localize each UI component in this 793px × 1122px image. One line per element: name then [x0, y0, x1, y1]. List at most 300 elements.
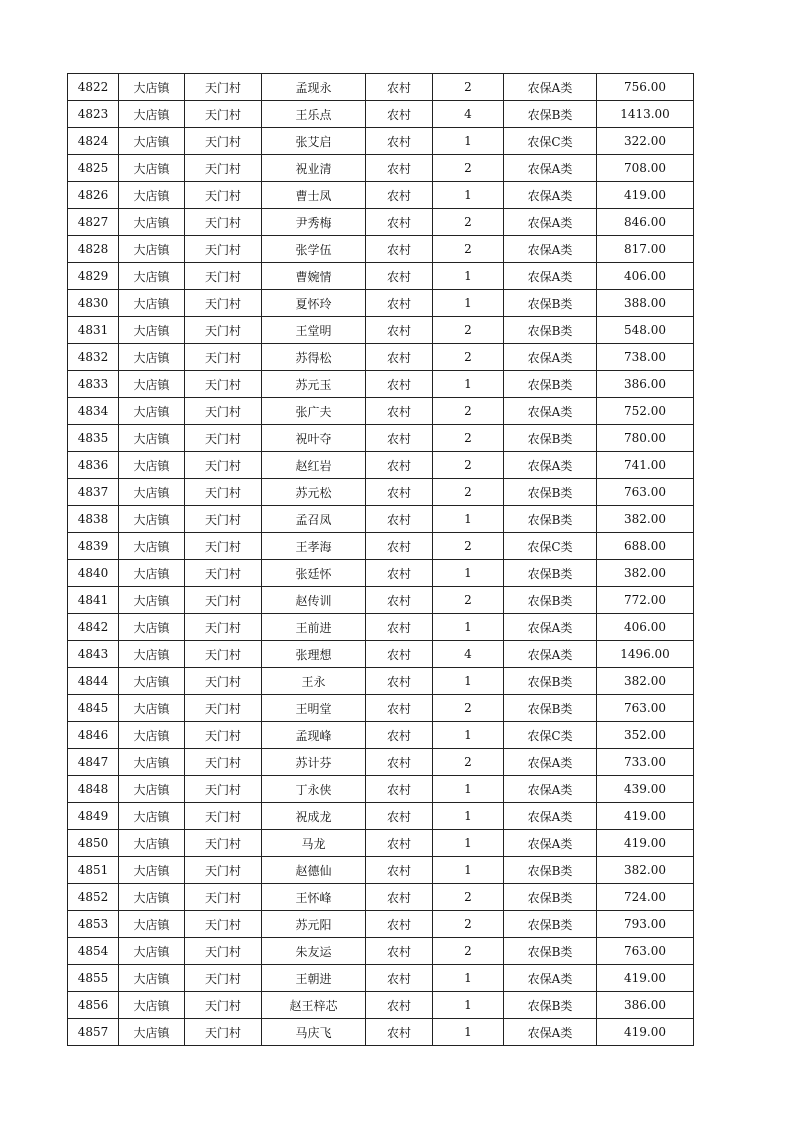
- household-type-cell: 农村: [366, 182, 433, 209]
- village-cell: 天门村: [185, 182, 262, 209]
- village-cell: 天门村: [185, 101, 262, 128]
- table-row: [68, 128, 694, 155]
- town-cell: 大店镇: [119, 1019, 185, 1046]
- serial-number-cell: 4824: [68, 128, 119, 155]
- name-cell: 苏得松: [262, 344, 366, 371]
- village-cell: 天门村: [185, 938, 262, 965]
- member-count-cell: 1: [433, 803, 504, 830]
- member-count-cell: 1: [433, 830, 504, 857]
- amount-cell: 419.00: [597, 1019, 694, 1046]
- serial-number-cell: 4839: [68, 533, 119, 560]
- serial-number-cell: 4849: [68, 803, 119, 830]
- town-cell: 大店镇: [119, 776, 185, 803]
- town-cell: 大店镇: [119, 344, 185, 371]
- amount-cell: 548.00: [597, 317, 694, 344]
- table-body: [68, 74, 694, 1046]
- household-type-cell: 农村: [366, 425, 433, 452]
- insurance-category-cell: 农保A类: [504, 614, 597, 641]
- table-row: [68, 317, 694, 344]
- name-cell: 王堂明: [262, 317, 366, 344]
- serial-number-cell: 4841: [68, 587, 119, 614]
- town-cell: 大店镇: [119, 182, 185, 209]
- amount-cell: 382.00: [597, 560, 694, 587]
- amount-cell: 724.00: [597, 884, 694, 911]
- table-row: [68, 344, 694, 371]
- table-row: [68, 776, 694, 803]
- household-type-cell: 农村: [366, 101, 433, 128]
- name-cell: 张廷怀: [262, 560, 366, 587]
- name-cell: 马龙: [262, 830, 366, 857]
- insurance-category-cell: 农保B类: [504, 101, 597, 128]
- serial-number-cell: 4827: [68, 209, 119, 236]
- amount-cell: 817.00: [597, 236, 694, 263]
- table-row: [68, 101, 694, 128]
- member-count-cell: 2: [433, 533, 504, 560]
- name-cell: 孟现永: [262, 74, 366, 101]
- village-cell: 天门村: [185, 128, 262, 155]
- town-cell: 大店镇: [119, 911, 185, 938]
- household-type-cell: 农村: [366, 209, 433, 236]
- insurance-category-cell: 农保B类: [504, 425, 597, 452]
- town-cell: 大店镇: [119, 263, 185, 290]
- name-cell: 张艾启: [262, 128, 366, 155]
- village-cell: 天门村: [185, 263, 262, 290]
- household-type-cell: 农村: [366, 695, 433, 722]
- serial-number-cell: 4842: [68, 614, 119, 641]
- household-type-cell: 农村: [366, 317, 433, 344]
- member-count-cell: 2: [433, 749, 504, 776]
- village-cell: 天门村: [185, 317, 262, 344]
- town-cell: 大店镇: [119, 155, 185, 182]
- household-type-cell: 农村: [366, 452, 433, 479]
- serial-number-cell: 4830: [68, 290, 119, 317]
- member-count-cell: 1: [433, 560, 504, 587]
- table-row: [68, 182, 694, 209]
- amount-cell: 406.00: [597, 263, 694, 290]
- amount-cell: 780.00: [597, 425, 694, 452]
- table-row: [68, 371, 694, 398]
- name-cell: 朱友运: [262, 938, 366, 965]
- member-count-cell: 1: [433, 857, 504, 884]
- table-row: [68, 155, 694, 182]
- household-type-cell: 农村: [366, 965, 433, 992]
- table-row: [68, 74, 694, 101]
- member-count-cell: 2: [433, 938, 504, 965]
- insurance-category-cell: 农保A类: [504, 965, 597, 992]
- town-cell: 大店镇: [119, 641, 185, 668]
- insurance-category-cell: 农保B类: [504, 317, 597, 344]
- village-cell: 天门村: [185, 911, 262, 938]
- village-cell: 天门村: [185, 803, 262, 830]
- name-cell: 祝叶夺: [262, 425, 366, 452]
- insurance-category-cell: 农保B类: [504, 668, 597, 695]
- name-cell: 曹士凤: [262, 182, 366, 209]
- amount-cell: 322.00: [597, 128, 694, 155]
- amount-cell: 382.00: [597, 506, 694, 533]
- village-cell: 天门村: [185, 695, 262, 722]
- name-cell: 苏元玉: [262, 371, 366, 398]
- town-cell: 大店镇: [119, 371, 185, 398]
- household-type-cell: 农村: [366, 668, 433, 695]
- table-row: [68, 830, 694, 857]
- village-cell: 天门村: [185, 749, 262, 776]
- town-cell: 大店镇: [119, 209, 185, 236]
- household-type-cell: 农村: [366, 938, 433, 965]
- table-row: [68, 938, 694, 965]
- insurance-category-cell: 农保A类: [504, 155, 597, 182]
- amount-cell: 772.00: [597, 587, 694, 614]
- town-cell: 大店镇: [119, 965, 185, 992]
- village-cell: 天门村: [185, 722, 262, 749]
- table-row: [68, 452, 694, 479]
- name-cell: 曹婉情: [262, 263, 366, 290]
- amount-cell: 752.00: [597, 398, 694, 425]
- village-cell: 天门村: [185, 560, 262, 587]
- insurance-category-cell: 农保A类: [504, 803, 597, 830]
- insurance-category-cell: 农保B类: [504, 911, 597, 938]
- insurance-category-cell: 农保B类: [504, 479, 597, 506]
- member-count-cell: 1: [433, 506, 504, 533]
- town-cell: 大店镇: [119, 74, 185, 101]
- village-cell: 天门村: [185, 884, 262, 911]
- amount-cell: 388.00: [597, 290, 694, 317]
- records-table-container: [67, 73, 694, 1046]
- name-cell: 孟召凤: [262, 506, 366, 533]
- name-cell: 赵红岩: [262, 452, 366, 479]
- name-cell: 张学伍: [262, 236, 366, 263]
- table-row: [68, 965, 694, 992]
- name-cell: 苏计芬: [262, 749, 366, 776]
- name-cell: 苏元阳: [262, 911, 366, 938]
- table-row: [68, 209, 694, 236]
- serial-number-cell: 4828: [68, 236, 119, 263]
- member-count-cell: 2: [433, 209, 504, 236]
- town-cell: 大店镇: [119, 992, 185, 1019]
- amount-cell: 382.00: [597, 668, 694, 695]
- insurance-category-cell: 农保A类: [504, 776, 597, 803]
- name-cell: 祝成龙: [262, 803, 366, 830]
- insurance-category-cell: 农保B类: [504, 587, 597, 614]
- household-type-cell: 农村: [366, 344, 433, 371]
- household-type-cell: 农村: [366, 587, 433, 614]
- insurance-category-cell: 农保A类: [504, 1019, 597, 1046]
- name-cell: 张理想: [262, 641, 366, 668]
- household-type-cell: 农村: [366, 479, 433, 506]
- insurance-category-cell: 农保A类: [504, 641, 597, 668]
- member-count-cell: 2: [433, 155, 504, 182]
- member-count-cell: 2: [433, 911, 504, 938]
- member-count-cell: 4: [433, 101, 504, 128]
- household-type-cell: 农村: [366, 884, 433, 911]
- amount-cell: 1413.00: [597, 101, 694, 128]
- amount-cell: 419.00: [597, 803, 694, 830]
- town-cell: 大店镇: [119, 884, 185, 911]
- town-cell: 大店镇: [119, 938, 185, 965]
- amount-cell: 738.00: [597, 344, 694, 371]
- amount-cell: 419.00: [597, 965, 694, 992]
- name-cell: 尹秀梅: [262, 209, 366, 236]
- household-type-cell: 农村: [366, 155, 433, 182]
- member-count-cell: 2: [433, 452, 504, 479]
- member-count-cell: 1: [433, 992, 504, 1019]
- name-cell: 丁永侠: [262, 776, 366, 803]
- household-type-cell: 农村: [366, 1019, 433, 1046]
- serial-number-cell: 4836: [68, 452, 119, 479]
- village-cell: 天门村: [185, 641, 262, 668]
- table-row: [68, 533, 694, 560]
- insurance-category-cell: 农保A类: [504, 830, 597, 857]
- name-cell: 赵传训: [262, 587, 366, 614]
- member-count-cell: 1: [433, 182, 504, 209]
- serial-number-cell: 4845: [68, 695, 119, 722]
- household-type-cell: 农村: [366, 398, 433, 425]
- amount-cell: 386.00: [597, 371, 694, 398]
- village-cell: 天门村: [185, 236, 262, 263]
- table-row: [68, 911, 694, 938]
- member-count-cell: 2: [433, 236, 504, 263]
- amount-cell: 352.00: [597, 722, 694, 749]
- household-type-cell: 农村: [366, 236, 433, 263]
- serial-number-cell: 4846: [68, 722, 119, 749]
- household-type-cell: 农村: [366, 290, 433, 317]
- name-cell: 赵德仙: [262, 857, 366, 884]
- amount-cell: 846.00: [597, 209, 694, 236]
- member-count-cell: 2: [433, 587, 504, 614]
- table-row: [68, 668, 694, 695]
- table-row: [68, 398, 694, 425]
- insurance-category-cell: 农保A类: [504, 209, 597, 236]
- table-row: [68, 425, 694, 452]
- household-type-cell: 农村: [366, 749, 433, 776]
- village-cell: 天门村: [185, 614, 262, 641]
- household-type-cell: 农村: [366, 560, 433, 587]
- amount-cell: 793.00: [597, 911, 694, 938]
- amount-cell: 733.00: [597, 749, 694, 776]
- town-cell: 大店镇: [119, 317, 185, 344]
- insurance-category-cell: 农保B类: [504, 560, 597, 587]
- table-row: [68, 1019, 694, 1046]
- table-row: [68, 587, 694, 614]
- village-cell: 天门村: [185, 371, 262, 398]
- village-cell: 天门村: [185, 290, 262, 317]
- name-cell: 王乐点: [262, 101, 366, 128]
- village-cell: 天门村: [185, 533, 262, 560]
- amount-cell: 406.00: [597, 614, 694, 641]
- table-row: [68, 803, 694, 830]
- serial-number-cell: 4854: [68, 938, 119, 965]
- village-cell: 天门村: [185, 425, 262, 452]
- table-row: [68, 722, 694, 749]
- town-cell: 大店镇: [119, 722, 185, 749]
- member-count-cell: 1: [433, 965, 504, 992]
- table-row: [68, 749, 694, 776]
- household-type-cell: 农村: [366, 776, 433, 803]
- village-cell: 天门村: [185, 74, 262, 101]
- table-row: [68, 290, 694, 317]
- household-type-cell: 农村: [366, 911, 433, 938]
- household-type-cell: 农村: [366, 857, 433, 884]
- serial-number-cell: 4832: [68, 344, 119, 371]
- town-cell: 大店镇: [119, 452, 185, 479]
- member-count-cell: 4: [433, 641, 504, 668]
- town-cell: 大店镇: [119, 695, 185, 722]
- amount-cell: 708.00: [597, 155, 694, 182]
- name-cell: 祝业清: [262, 155, 366, 182]
- insurance-category-cell: 农保C类: [504, 533, 597, 560]
- table-row: [68, 992, 694, 1019]
- insurance-category-cell: 农保B类: [504, 371, 597, 398]
- insurance-category-cell: 农保B类: [504, 992, 597, 1019]
- serial-number-cell: 4844: [68, 668, 119, 695]
- town-cell: 大店镇: [119, 587, 185, 614]
- amount-cell: 439.00: [597, 776, 694, 803]
- town-cell: 大店镇: [119, 803, 185, 830]
- name-cell: 赵王梓芯: [262, 992, 366, 1019]
- village-cell: 天门村: [185, 587, 262, 614]
- household-type-cell: 农村: [366, 992, 433, 1019]
- serial-number-cell: 4837: [68, 479, 119, 506]
- village-cell: 天门村: [185, 209, 262, 236]
- town-cell: 大店镇: [119, 425, 185, 452]
- name-cell: 王永: [262, 668, 366, 695]
- village-cell: 天门村: [185, 830, 262, 857]
- town-cell: 大店镇: [119, 560, 185, 587]
- serial-number-cell: 4831: [68, 317, 119, 344]
- serial-number-cell: 4855: [68, 965, 119, 992]
- name-cell: 王明堂: [262, 695, 366, 722]
- serial-number-cell: 4825: [68, 155, 119, 182]
- member-count-cell: 1: [433, 290, 504, 317]
- table-row: [68, 263, 694, 290]
- town-cell: 大店镇: [119, 830, 185, 857]
- serial-number-cell: 4857: [68, 1019, 119, 1046]
- member-count-cell: 2: [433, 317, 504, 344]
- member-count-cell: 1: [433, 614, 504, 641]
- member-count-cell: 1: [433, 776, 504, 803]
- name-cell: 王怀峰: [262, 884, 366, 911]
- insurance-category-cell: 农保A类: [504, 398, 597, 425]
- table-row: [68, 857, 694, 884]
- serial-number-cell: 4823: [68, 101, 119, 128]
- village-cell: 天门村: [185, 776, 262, 803]
- member-count-cell: 1: [433, 371, 504, 398]
- town-cell: 大店镇: [119, 857, 185, 884]
- member-count-cell: 2: [433, 344, 504, 371]
- town-cell: 大店镇: [119, 506, 185, 533]
- household-type-cell: 农村: [366, 830, 433, 857]
- name-cell: 张广夫: [262, 398, 366, 425]
- serial-number-cell: 4850: [68, 830, 119, 857]
- serial-number-cell: 4853: [68, 911, 119, 938]
- insurance-category-cell: 农保B类: [504, 938, 597, 965]
- household-type-cell: 农村: [366, 641, 433, 668]
- village-cell: 天门村: [185, 155, 262, 182]
- serial-number-cell: 4848: [68, 776, 119, 803]
- table-row: [68, 641, 694, 668]
- amount-cell: 688.00: [597, 533, 694, 560]
- insurance-category-cell: 农保B类: [504, 884, 597, 911]
- serial-number-cell: 4834: [68, 398, 119, 425]
- village-cell: 天门村: [185, 344, 262, 371]
- village-cell: 天门村: [185, 965, 262, 992]
- member-count-cell: 1: [433, 128, 504, 155]
- insurance-category-cell: 农保B类: [504, 695, 597, 722]
- amount-cell: 1496.00: [597, 641, 694, 668]
- household-type-cell: 农村: [366, 506, 433, 533]
- town-cell: 大店镇: [119, 398, 185, 425]
- insurance-category-cell: 农保A类: [504, 236, 597, 263]
- member-count-cell: 1: [433, 263, 504, 290]
- member-count-cell: 2: [433, 479, 504, 506]
- serial-number-cell: 4835: [68, 425, 119, 452]
- name-cell: 马庆飞: [262, 1019, 366, 1046]
- serial-number-cell: 4847: [68, 749, 119, 776]
- town-cell: 大店镇: [119, 101, 185, 128]
- village-cell: 天门村: [185, 857, 262, 884]
- household-type-cell: 农村: [366, 74, 433, 101]
- table-row: [68, 560, 694, 587]
- household-type-cell: 农村: [366, 263, 433, 290]
- name-cell: 王前进: [262, 614, 366, 641]
- serial-number-cell: 4826: [68, 182, 119, 209]
- insurance-category-cell: 农保B类: [504, 857, 597, 884]
- insurance-category-cell: 农保A类: [504, 182, 597, 209]
- name-cell: 王孝海: [262, 533, 366, 560]
- table-row: [68, 479, 694, 506]
- household-type-cell: 农村: [366, 614, 433, 641]
- amount-cell: 756.00: [597, 74, 694, 101]
- village-cell: 天门村: [185, 398, 262, 425]
- household-type-cell: 农村: [366, 803, 433, 830]
- serial-number-cell: 4829: [68, 263, 119, 290]
- serial-number-cell: 4840: [68, 560, 119, 587]
- town-cell: 大店镇: [119, 533, 185, 560]
- amount-cell: 419.00: [597, 182, 694, 209]
- amount-cell: 419.00: [597, 830, 694, 857]
- member-count-cell: 1: [433, 722, 504, 749]
- amount-cell: 382.00: [597, 857, 694, 884]
- records-table: [67, 73, 694, 1046]
- insurance-category-cell: 农保A类: [504, 749, 597, 776]
- town-cell: 大店镇: [119, 236, 185, 263]
- table-row: [68, 884, 694, 911]
- serial-number-cell: 4851: [68, 857, 119, 884]
- town-cell: 大店镇: [119, 479, 185, 506]
- town-cell: 大店镇: [119, 128, 185, 155]
- name-cell: 苏元松: [262, 479, 366, 506]
- household-type-cell: 农村: [366, 722, 433, 749]
- village-cell: 天门村: [185, 452, 262, 479]
- serial-number-cell: 4838: [68, 506, 119, 533]
- amount-cell: 741.00: [597, 452, 694, 479]
- amount-cell: 386.00: [597, 992, 694, 1019]
- town-cell: 大店镇: [119, 668, 185, 695]
- insurance-category-cell: 农保B类: [504, 506, 597, 533]
- name-cell: 孟现峰: [262, 722, 366, 749]
- insurance-category-cell: 农保B类: [504, 290, 597, 317]
- insurance-category-cell: 农保A类: [504, 263, 597, 290]
- member-count-cell: 1: [433, 668, 504, 695]
- table-row: [68, 614, 694, 641]
- amount-cell: 763.00: [597, 479, 694, 506]
- town-cell: 大店镇: [119, 749, 185, 776]
- village-cell: 天门村: [185, 506, 262, 533]
- table-row: [68, 236, 694, 263]
- village-cell: 天门村: [185, 479, 262, 506]
- member-count-cell: 2: [433, 425, 504, 452]
- household-type-cell: 农村: [366, 371, 433, 398]
- serial-number-cell: 4843: [68, 641, 119, 668]
